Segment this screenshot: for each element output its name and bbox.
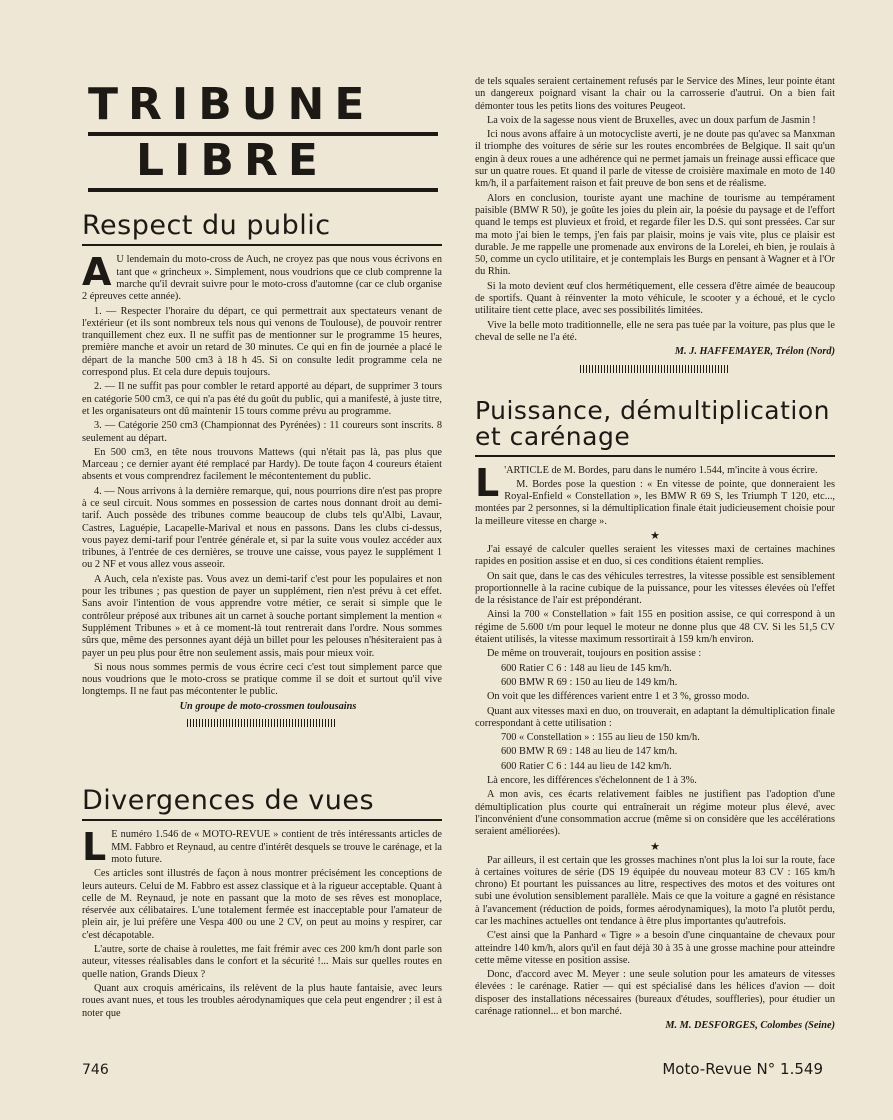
divergences-continued <box>475 76 835 373</box>
page-number: 746 <box>82 1062 109 1078</box>
right-p1: de tels squales seraient certainement refusés par le Service des Mines, leur pointe étant un dangereux poignard visant la chair ou la carrosserie d'autrui. On a bien fait démonter tous les petits lions des voitures Peugeot. <box>475 76 835 112</box>
puissance-article <box>475 460 835 1033</box>
respect-article <box>82 250 442 727</box>
respect-title-rule <box>82 244 442 246</box>
speed-line-1: 600 Ratier C 6 : 148 au lieu de 145 km/h. <box>501 662 672 674</box>
star-separator: ★ <box>650 840 660 853</box>
puissance-p3: J'ai essayé de calculer quelles seraient les vitesses maxi de certaines machines rapides en position assise et en duo, si ces conditions étaient remplies. <box>475 543 835 568</box>
star-separator: ★ <box>650 529 660 542</box>
haffemayer-signature: M. J. HAFFEMAYER, Trélon (Nord) <box>674 346 835 358</box>
left-column-lower <box>82 787 442 1022</box>
drop-cap: A <box>82 250 112 295</box>
divergences-p1: E numéro 1.546 de « MOTO-REVUE » contient de très intéressants articles de MM. Fabbro et Reynaud, au centre d'intérêt desquels se trouve le carénage, et la moto future. <box>111 829 442 865</box>
puissance-p6: De même on trouverait, toujours en position assise : <box>487 648 702 660</box>
divergences-p3: L'autre, sorte de chaise à roulettes, me fait frémir avec ces 200 km/h dont parle son auteur, vitesses réalisables dans le confort et la sécurité !... Mais sur quelles routes en quelle nation, Grands Dieux ? <box>82 944 442 980</box>
puissance-title-rule <box>475 455 835 457</box>
speed-line-2: 600 BMW R 69 : 150 au lieu de 149 km/h. <box>501 676 678 688</box>
puissance-p7: On voit que les différences varient entre 1 et 3 %, grosso modo. <box>487 691 750 703</box>
drop-cap: L <box>82 825 107 870</box>
speed-line-5: 600 Ratier C 6 : 144 au lieu de 142 km/h. <box>501 760 672 772</box>
puissance-p8: Quant aux vitesses maxi en duo, on trouverait, en adaptant la démultiplication finale correspondant à cette utilisation : <box>475 705 835 729</box>
respect-p7: A Auch, cela n'existe pas. Vous avez un demi-tarif c'est pour les populaires et non pour les tribunes ; pas question de payer un supplément, rien n'est prévu à cet effet. Sans avoir l'intention de vous apprendre votre métier, ce serait si simple que le contrôleur préposé aux tribunes ait un carnet à souche portant simplement la mention « Supplément Tribunes » et à ce moment-là tout rentrerait dans l'ordre. Nous sommes sûrs que, même des personnes ayant déjà un billet pour les pelouses n'hésiteraient pas à payer un peu plus pour être non seulement assis, mais pour mieux voir. <box>82 573 442 659</box>
puissance-p9: Là encore, les différences s'échelonnent de 1 à 3%. <box>487 775 697 787</box>
respect-p2: 1. — Respecter l'horaire du départ, ce qui permettrait aux spectateurs venant de l'extérieur (et ils sont nombreux tels nous qui venons de Toulouse), de pouvoir rentrer tranquillement chez eux. Il ne suffit pas de mentionner sur le programme 15 heures, première manche et avoir un retard de 30 minutes. Ce qui en fin de journée a placé le départ de la manche 500 cm3 à 18 h 45. Si on consulte ledit programme cela ne correspond plus. Et cela dure depuis toujours. <box>82 305 442 379</box>
right-column-lower <box>475 398 835 1035</box>
respect-title: Respect du public <box>82 210 331 241</box>
libre-word: LIBRE <box>136 135 328 186</box>
tribune-libre-header <box>88 80 438 192</box>
respect-p4: 3. — Catégorie 250 cm3 (Championnat des Pyrénées) : 11 coureurs sont inscrits. 8 seulement au départ. <box>82 420 442 444</box>
right-p5: Si la moto devient œuf clos hermétiquement, elle cessera d'être aimée de beaucoup de sportifs. Quant à réinventer la moto véhicule, le scooter y a échoué, et le cyclo utilitaire tient cette place, avec ses possibilités limitées. <box>475 280 835 317</box>
right-p2: La voix de la sagesse nous vient de Bruxelles, avec un doux parfum de Jasmin ! <box>487 114 816 126</box>
puissance-p13: Donc, d'accord avec M. Meyer : une seule solution pour les amateurs de vitesses élevées : le carénage. Ratier — qui est spécialisé dans les hélices d'avion — doit disposer des installations nécessaires (bureaux d'études, souffleries), pour étudier un carénage rationnel... et bon marché. <box>475 969 835 1018</box>
puissance-p2: M. Bordes pose la question : « En vitesse de pointe, que donneraient les Royal-Enfield « Constellation », les BMW R 69 S, les Triumph T 120, etc..., montées par 2 personnes, si la démultiplication finale était judicieusement choisie pour la meilleure vitesse en charge ». <box>475 478 835 527</box>
header-rule-bottom <box>88 188 438 192</box>
drop-cap: L <box>475 460 500 505</box>
speed-line-3: 700 « Constellation » : 155 au lieu de 150 km/h. <box>501 732 700 744</box>
puissance-p5: Ainsi la 700 « Constellation » fait 155 en position assise, ce qui correspond à un régime de 5.600 t/m pour lequel le moteur ne donne plus que 48 CV. Si les 51,5 CV étaient utilisés, la vitesse maximum ressortirait à 159 km/h environ. <box>475 609 835 646</box>
speed-line-4: 600 BMW R 69 : 148 au lieu de 147 km/h. <box>501 746 678 758</box>
divergences-p4: Quant aux croquis américains, ils relèvent de la plus haute fantaisie, avec leurs roues avant nues, et tous les troubles aérodynamiques que cela peut engendrer ; il est à noter que <box>82 982 442 1019</box>
ornament-divider <box>187 719 337 727</box>
right-p3: Ici nous avons affaire à un motocycliste averti, je ne doute pas qu'avec sa Manxman il triomphe des voitures de série sur les routes encombrées de Belgique. Il sait qu'un engin à deux roues a une adhérence qui ne permet jamais un freinage aussi efficace que sur un quatre roues. Et quand il parle de vitesse de croisière maximale en moto de 140 km/h, il a parfaitement raison et fait preuve de bon sens et de réalisme. <box>475 129 835 190</box>
divergences-title-rule <box>82 819 442 821</box>
puissance-title-line2: et carénage <box>475 422 631 452</box>
respect-p3: 2. — Il ne suffit pas pour combler le retard apporté au départ, de supprimer 3 tours en catégorie 500 cm3, ce qui n'a pas été du goût du public, qui a manifesté, à juste titre, et les organisateurs ont dû maintenir 15 tours comme prévu au programme. <box>82 381 442 417</box>
respect-p5: En 500 cm3, en tête nous trouvons Mattews (qui n'était pas là, pas plus que Marceau ; ce dernier ayant été remplacé par Hardy). De toute façon 4 coureurs étaient absents et vous comprendrez facilement le mécontentement du public. <box>82 446 442 483</box>
tribune-word: TRIBUNE <box>88 79 375 130</box>
divergences-title: Divergences de vues <box>82 785 375 816</box>
puissance-title: Puissance, démultiplication <box>475 396 831 425</box>
puissance-p4: On sait que, dans le cas des véhicules terrestres, la vitesse possible est sensiblement proportionnelle à la racine cubique de la puissance, pour les vitesses élevées où l'effet de la résistance de l'air est prépondérant. <box>475 570 835 607</box>
divergences-article <box>82 825 442 1019</box>
right-p4: Alors en conclusion, touriste ayant une machine de tourisme au tempérament paisible (BMW R 50), je goûte les joies du plein air, la poésie du paysage et de l'effort quand le temps est pluvieux et froid, et regarde filer les D.S. qui sont pressées. Car sur ma moto j'ai bien le temps, j'en fais par plaisir, moins je vais vite, plus ce plaisir est durable. Je me rappelle une promenade aux environs de la Lorelei, eh bien, je roulais à 50, comme un cyclo utilitaire, et je contemplais les Burgs en pensant à Wagner et à l'Or du Rhin. <box>475 192 835 278</box>
divergences-p2: Ces articles sont illustrés de façon à nous montrer précisément les conceptions de leurs auteurs. Celui de M. Fabbro est assez classique et à la rigueur acceptable. Quant à celle de M. Reynaud, je note en passant que la moto de ses rêves est monoplace, réservée aux célibataires. L'une totalement fermée est inacceptable pour l'amateur de plein air, je lui préfère une Vespa 400 ou une 2 CV, on peut au moins y respirer, car c'est décapotable. <box>82 868 442 941</box>
left-column <box>82 212 442 727</box>
respect-p6: 4. — Nous arrivons à la dernière remarque, qui, nous pourrions dire n'est pas propre à ce seul circuit. Nous sommes en possession de cartes nous donnant droit au demi-tarif. Auch possède des tribunes comme beaucoup de clubs tels qu'Albi, Lavaur, Castres, Laguépie, Lacapelle-Marival et nous en passons. Dans les clubs ci-dessus, vous payez demi-tarif pour l'entrée générale et, si par la suite vous voulez accéder aux tribunes, à l'entrée de ces dernières, se trouve une caisse, vous payez le supplément 1 ou 2 NF et vous allez vous asseoir. <box>82 485 442 571</box>
magazine-issue: Moto-Revue N° 1.549 <box>662 1060 823 1078</box>
ornament-divider <box>580 365 730 373</box>
respect-p1: U lendemain du moto-cross de Auch, ne croyez pas que nous vous écrivons en tant que « grincheux ». Simplement, nous voudrions que ce club comprenne la marche qu'il devrait suivre pour le moto-cross d'automne (car ce club organise 2 épreuves cette année). <box>82 254 442 303</box>
puissance-p1: 'ARTICLE de M. Bordes, paru dans le numéro 1.544, m'incite à vous écrire. <box>504 464 818 476</box>
puissance-p11: Par ailleurs, il est certain que les grosses machines n'ont plus la loi sur la route, face à certaines voitures de série (DS 19 équipée du nouveau moteur 83 CV : 165 km/h chrono) Et pourtant les puissances au litre, respectives des motos et des voitures ont subi une évolution sensiblement parallèle. Mais ce que la voiture a gagné en résistance à l'avancement (réduction de poids, formes aérodynamiques), la moto l'a plutôt perdu, car les machines actuelles ont tendance à être plus importantes qu'autrefois. <box>475 854 835 927</box>
respect-signature: Un groupe de moto-crossmen toulousains <box>179 700 357 712</box>
puissance-p10: A mon avis, ces écarts relativement faibles ne justifient pas l'adoption d'une démultiplication plus courte qui entraînerait un régime moteur plus élevé, avec l'inconvénient d'une consommation accrue (même si on considère que les accélérations seraient améliorées). <box>475 789 835 838</box>
puissance-p12: C'est ainsi que la Panhard « Tigre » a besoin d'une cinquantaine de chevaux pour atteindre 140 km/h, alors qu'il en faut déjà 30 à 35 à une grosse machine pour atteindre cette même vitesse en position assise. <box>475 930 835 966</box>
respect-p8: Si nous nous sommes permis de vous écrire ceci c'est tout simplement parce que nous voudrions que le moto-cross se pratique comme il se doit et surtout qu'il vive longtemps. Il ne faut pas mécontenter le public. <box>82 661 442 698</box>
right-p6: Vive la belle moto traditionnelle, elle ne sera pas tuée par la voiture, pas plus que le cheval de selle ne l'a été. <box>475 319 835 343</box>
right-column <box>475 76 835 373</box>
desforges-signature: M. M. DESFORGES, Colombes (Seine) <box>665 1020 835 1032</box>
